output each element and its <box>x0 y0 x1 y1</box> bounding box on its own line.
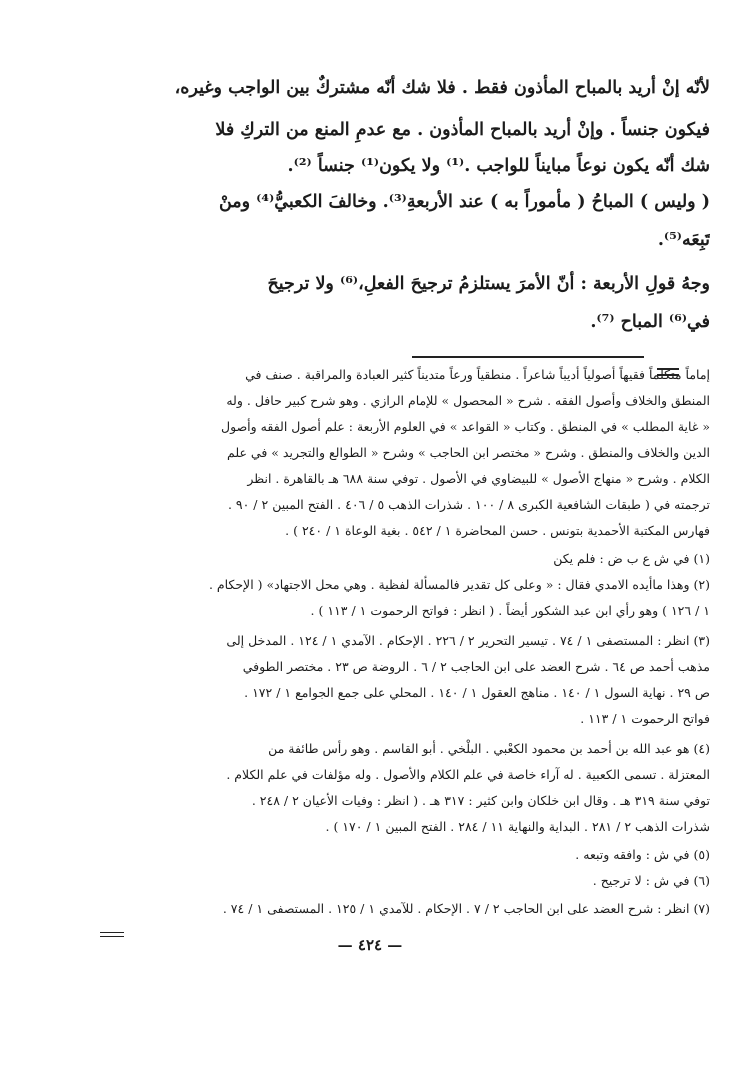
footnote-line: « غاية المطلب » في المنطق . وكتاب « القواعد » في العلوم الأربعة : علم أصول الفقه وأصول <box>221 419 710 434</box>
footnote-line: المعتزلة . تسمى الكعبية . له آراء خاصة في علم الكلام والأصول . وله مؤلفات في علم الكلام . <box>226 767 710 782</box>
footnote-line: (٥) في ش : وافقه وتبعه . <box>575 847 710 862</box>
footnote-line: ١ / ١٢٦ ) وهو رأي ابن عبد الشكور أيضاً . ( انظر : فواتح الرحموت ١ / ١١٣ ) . <box>310 603 710 618</box>
main-text-line: ( وليس ) المباحُ ( مأموراً به ) عند الأربعةِ⁽³⁾. وخالفَ الكعبيُّ⁽⁴⁾ ومنْ <box>218 192 710 212</box>
main-text-line: لأنّه إنْ أريد بالمباح المأذون فقط . فلا شك أنّه مشتركٌ بين الواجب وغيره، <box>174 78 710 98</box>
footnote-line: فواتح الرحموت ١ / ١١٣ . <box>580 711 710 726</box>
footnote-line: الكلام . وشرح « منهاج الأصول » للبيضاوي في الأصول . توفي سنة ٦٨٨ هـ بالقاهرة . انظر <box>247 471 710 486</box>
main-text-line: وجهُ قولِ الأربعة : أنّ الأمرَ يستلزمُ ترجيحَ الفعلِ،⁽⁶⁾ ولا ترجيحَ <box>267 274 710 294</box>
footnote-line: الدين والخلاف والمنطق . وشرح « مختصر ابن الحاجب » وشرح « الطوالع والتجريد » في علم <box>227 445 710 460</box>
footnote-line: فهارس المكتبة الأحمدية بتونس . حسن المحاضرة ١ / ٥٤٢ . بغية الوعاة ١ / ٢٤٠ ) . <box>285 523 710 538</box>
footnote-line: شذرات الذهب ٢ / ٢٨١ . البداية والنهاية ١١ / ٢٨٤ . الفتح المبين ١ / ١٧٠ ) . <box>325 819 710 834</box>
main-text-line: شك أنّه يكون نوعاً مبايناً للواجب .⁽¹⁾ ولا يكون⁽¹⁾ جنساً ⁽²⁾. <box>287 156 710 176</box>
main-text-line: تَبِعَه⁽⁵⁾. <box>657 230 710 250</box>
footnote-line: (١) في ش ع ب ض : فلم يكن <box>553 551 710 566</box>
footnote-line: المنطق والخلاف وأصول الفقه . شرح « المحصول » للإمام الرازي . وهو شرح كبير حافل . وله <box>226 393 710 408</box>
continuation-mark <box>100 932 124 940</box>
footnote-line: (٢) وهذا ماأيده الامدي فقال : « وعلى كل تقدير فالمسألة لفظية . وهي محل الاجتهاد» ( الإحكام . <box>208 577 710 592</box>
footnote-line: إماماً متكلماً فقيهاً أصولياً أديباً شاعراً . منطقياً ورعاً متديناً كثير العبادة والمراقبة . صنف في <box>245 367 710 382</box>
footnote-separator <box>412 356 644 358</box>
footnote-line: (٧) انظر : شرح العضد على ابن الحاجب ٢ / ٧ . الإحكام . للآمدي ١ / ١٢٥ . المستصفى ١ / ٧٤ . <box>222 901 710 916</box>
footnote-line: (٦) في ش : لا ترجيح . <box>592 873 710 888</box>
footnote-line: (٣) انظر : المستصفى ١ / ٧٤ . تيسير التحرير ٢ / ٢٢٦ . الإحكام . الآمدي ١ / ١٢٤ . المدخل إلى <box>226 633 710 648</box>
footnote-line: (٤) هو عبد الله بن أحمد بن محمود الكعْبي . البلْخي . أبو القاسم . وهو رأس طائفة من <box>268 741 710 756</box>
main-text-line: في⁽⁶⁾ المباح ⁽⁷⁾. <box>590 312 710 332</box>
footnote-line: توفي سنة ٣١٩ هـ . وقال ابن خلكان وابن كثير : ٣١٧ هـ . ( انظر : وفيات الأعيان ٢ / ٢٤٨ . <box>251 793 710 808</box>
main-text-line: فيكون جنساً . وإنْ أريد بالمباح المأذون . مع عدمِ المنع من التركِ فلا <box>215 120 710 140</box>
footnote-line: مذهب أحمد ص ٦٤ . شرح العضد على ابن الحاجب ٢ / ٦ . الروضة ص ٢٣ . مختصر الطوفي <box>242 659 710 674</box>
footnote-line: ص ٢٩ . نهاية السول ١ / ١٤٠ . مناهج العقول ١ / ١٤٠ . المحلي على جمع الجوامع ١ / ١٧٢ . <box>244 685 710 700</box>
page-number: — ٤٢٤ — <box>337 936 403 954</box>
footnote-line: ترجمته في ( طبقات الشافعية الكبرى ٨ / ١٠٠ . شذرات الذهب ٥ / ٤٠٦ . الفتح المبين ٢ / ٩٠ . <box>227 497 710 512</box>
